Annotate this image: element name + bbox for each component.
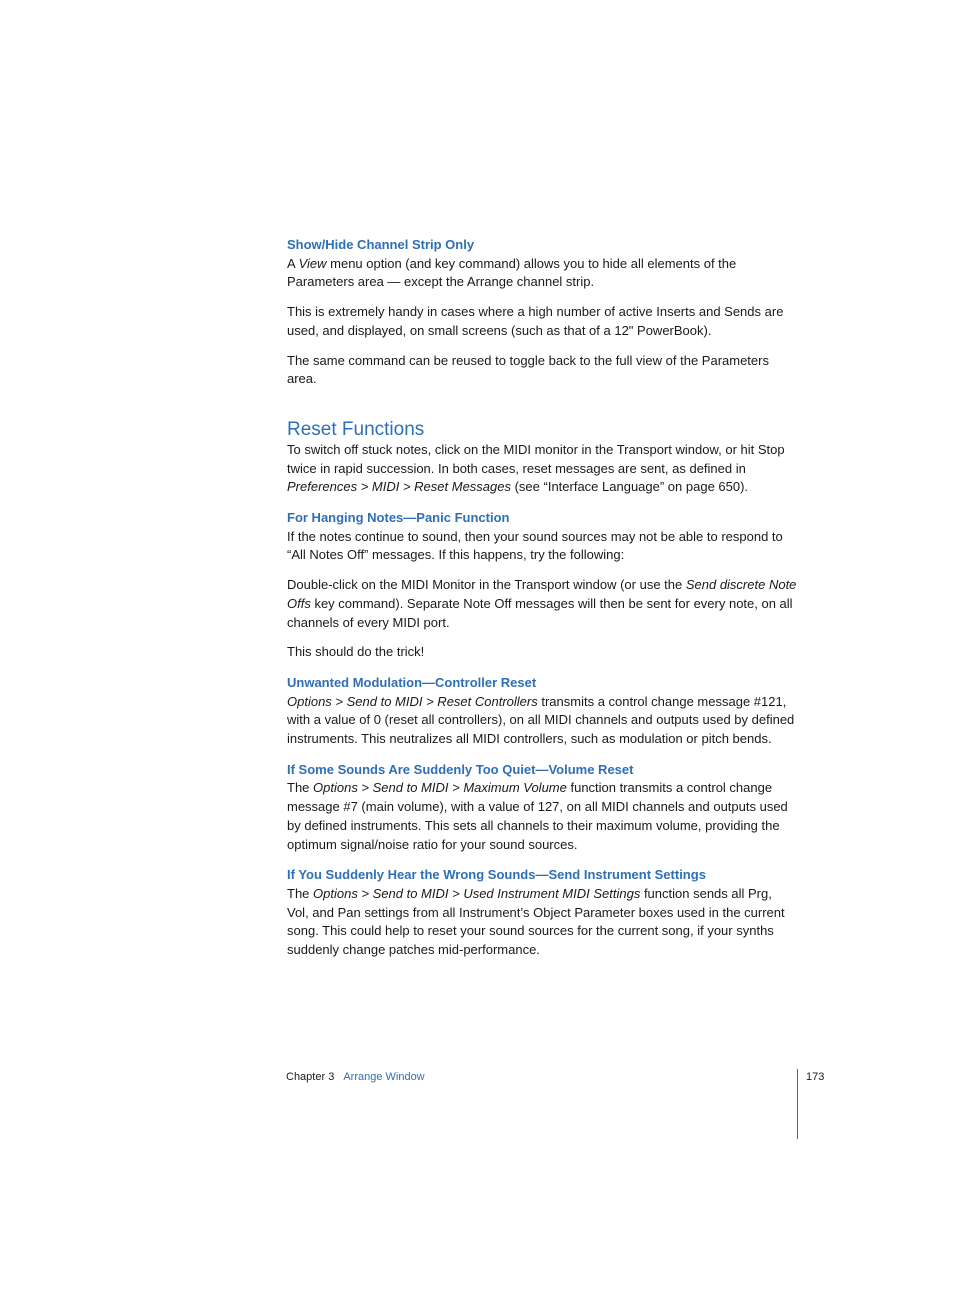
footer-chapter: Chapter 3 bbox=[286, 1071, 335, 1083]
paragraph: The Options > Send to MIDI > Maximum Volume function transmits a control change message #7 (main volume), with a value of 127, on all MIDI channels and outputs used by defined instruments. This sets all channels to their maximum volume, providing the optimum signal/noise ratio for your sound sources. bbox=[287, 780, 788, 852]
page-footer bbox=[286, 1070, 425, 1084]
paragraph: This is extremely handy in cases where a high number of active Inserts and Sends are used, and displayed, on small screens (such as that of a 12" PowerBook). bbox=[287, 304, 784, 338]
section-heading-instrument-settings: If You Suddenly Hear the Wrong Sounds—Send Instrument Settings bbox=[287, 867, 706, 883]
section-heading-controller-reset: Unwanted Modulation—Controller Reset bbox=[287, 674, 537, 690]
paragraph: A View menu option (and key command) allows you to hide all elements of the Parameters area — except the Arrange channel strip. bbox=[287, 255, 737, 290]
paragraph: Options > Send to MIDI > Reset Controllers transmits a control change message #121, with a value of 0 (reset all controllers), on all MIDI channels and outputs used by defined instruments. This neutralizes all MIDI controllers, such as modulation or pitch bends. bbox=[287, 693, 795, 747]
page-body bbox=[287, 236, 797, 960]
paragraph: This should do the trick! bbox=[287, 644, 425, 660]
section-title-reset-functions: Reset Functions bbox=[287, 418, 425, 440]
paragraph: To switch off stuck notes, click on the MIDI monitor in the Transport window, or hit Stop twice in rapid succession. In both cases, reset messages are sent, as defined in Preferences > MIDI > Reset Messages (see “Interface Language” on page 650). bbox=[287, 441, 785, 495]
section-heading-panic: For Hanging Notes—Panic Function bbox=[287, 510, 510, 526]
footer-divider bbox=[797, 1069, 798, 1139]
section-heading-volume-reset: If Some Sounds Are Suddenly Too Quiet—Volume Reset bbox=[287, 761, 634, 777]
footer-chapter-title: Arrange Window bbox=[343, 1071, 425, 1083]
paragraph: The same command can be reused to toggle back to the full view of the Parameters area. bbox=[287, 352, 769, 387]
paragraph: If the notes continue to sound, then your sound sources may not be able to respond to “All Notes Off” messages. If this happens, try the following: bbox=[287, 528, 783, 563]
paragraph: Double-click on the MIDI Monitor in the Transport window (or use the Send discrete Note Offs key command). Separate Note Off messages will then be sent for every note, on all channels of every MIDI port. bbox=[287, 577, 797, 630]
page-number: 173 bbox=[806, 1071, 825, 1083]
paragraph: The Options > Send to MIDI > Used Instrument MIDI Settings function sends all Prg, Vol, and Pan settings from all Instrument’s Object Parameter boxes used in the current song. This could help to reset your sound sources for the current song, if your synths suddenly change patches mid-performance. bbox=[287, 885, 785, 958]
section-heading-show-hide: Show/Hide Channel Strip Only bbox=[287, 237, 475, 252]
